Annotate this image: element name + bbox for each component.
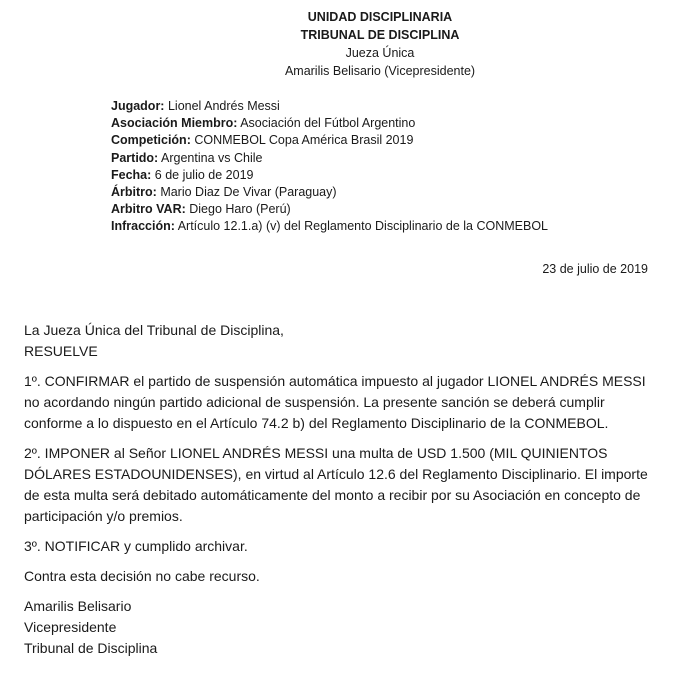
field-label: Asociación Miembro: bbox=[111, 116, 238, 131]
resolution-point-1: 1º. CONFIRMAR el partido de suspensión automática impuesto al jugador LIONEL ANDRÉS MESSI no acordando ningún partido adicional de suspensión. La presente sanción se deberá cumplir conforme a lo dispuesto en el Artículo 74.2 b) del Reglamento Disciplinario de la CONMEBOL. bbox=[24, 373, 646, 431]
field-value: CONMEBOL Copa América Brasil 2019 bbox=[194, 133, 414, 148]
unit-title: UNIDAD DISCIPLINARIA bbox=[307, 10, 453, 24]
field-label: Jugador: bbox=[111, 99, 165, 113]
signature-title: Vicepresidente bbox=[24, 619, 117, 635]
field-value: Asociación del Fútbol Argentino bbox=[240, 116, 416, 131]
field-value: Artículo 12.1.a) (v) del Reglamento Disciplinario de la CONMEBOL bbox=[177, 219, 548, 234]
resolution-point-3: 3º. NOTIFICAR y cumplido archivar. bbox=[24, 538, 248, 554]
tribunal-title: TRIBUNAL DE DISCIPLINA bbox=[300, 28, 460, 42]
field-value: Lionel Andrés Messi bbox=[167, 99, 280, 113]
signature-body: Tribunal de Disciplina bbox=[24, 640, 158, 656]
field-infraction bbox=[111, 218, 548, 235]
field-player bbox=[111, 98, 548, 115]
field-competition bbox=[111, 132, 548, 149]
document-header bbox=[0, 8, 680, 80]
field-var-referee bbox=[111, 201, 548, 218]
field-label: Partido: bbox=[111, 150, 159, 165]
no-appeal-note: Contra esta decisión no cabe recurso. bbox=[24, 568, 260, 584]
judge-role: Jueza Única bbox=[345, 46, 415, 60]
field-association bbox=[111, 115, 548, 132]
field-label: Fecha: bbox=[111, 167, 152, 182]
resolution-point-2: 2º. IMPONER al Señor LIONEL ANDRÉS MESSI una multa de USD 1.500 (MIL QUINIENTOS DÓLARES ESTADOUNIDENSES), en virtud al Artículo 12.6 del Reglamento Disciplinario. El importe de esta multa será debitado automáticamente del monto a recibir por su Asociación en concepto de participación y/o premios. bbox=[24, 445, 648, 524]
field-value: Diego Haro (Perú) bbox=[189, 202, 291, 217]
field-match bbox=[111, 150, 548, 167]
field-value: Argentina vs Chile bbox=[161, 150, 263, 165]
case-details bbox=[111, 98, 548, 236]
document-date: 23 de julio de 2019 bbox=[542, 262, 648, 276]
field-label: Arbitro VAR: bbox=[111, 202, 186, 217]
signature-name: Amarilis Belisario bbox=[24, 598, 132, 614]
field-referee bbox=[111, 184, 548, 201]
resolves-heading: RESUELVE bbox=[24, 343, 98, 359]
field-value: 6 de julio de 2019 bbox=[154, 167, 254, 182]
intro-line: La Jueza Única del Tribunal de Disciplina, bbox=[24, 322, 284, 338]
field-label: Infracción: bbox=[111, 219, 175, 234]
field-label: Competición: bbox=[111, 133, 191, 148]
field-date bbox=[111, 167, 548, 184]
field-value: Mario Diaz De Vivar (Paraguay) bbox=[160, 185, 337, 200]
resolution-body bbox=[24, 320, 664, 659]
field-label: Árbitro: bbox=[111, 185, 157, 200]
judge-name: Amarilis Belisario (Vicepresidente) bbox=[284, 64, 476, 78]
